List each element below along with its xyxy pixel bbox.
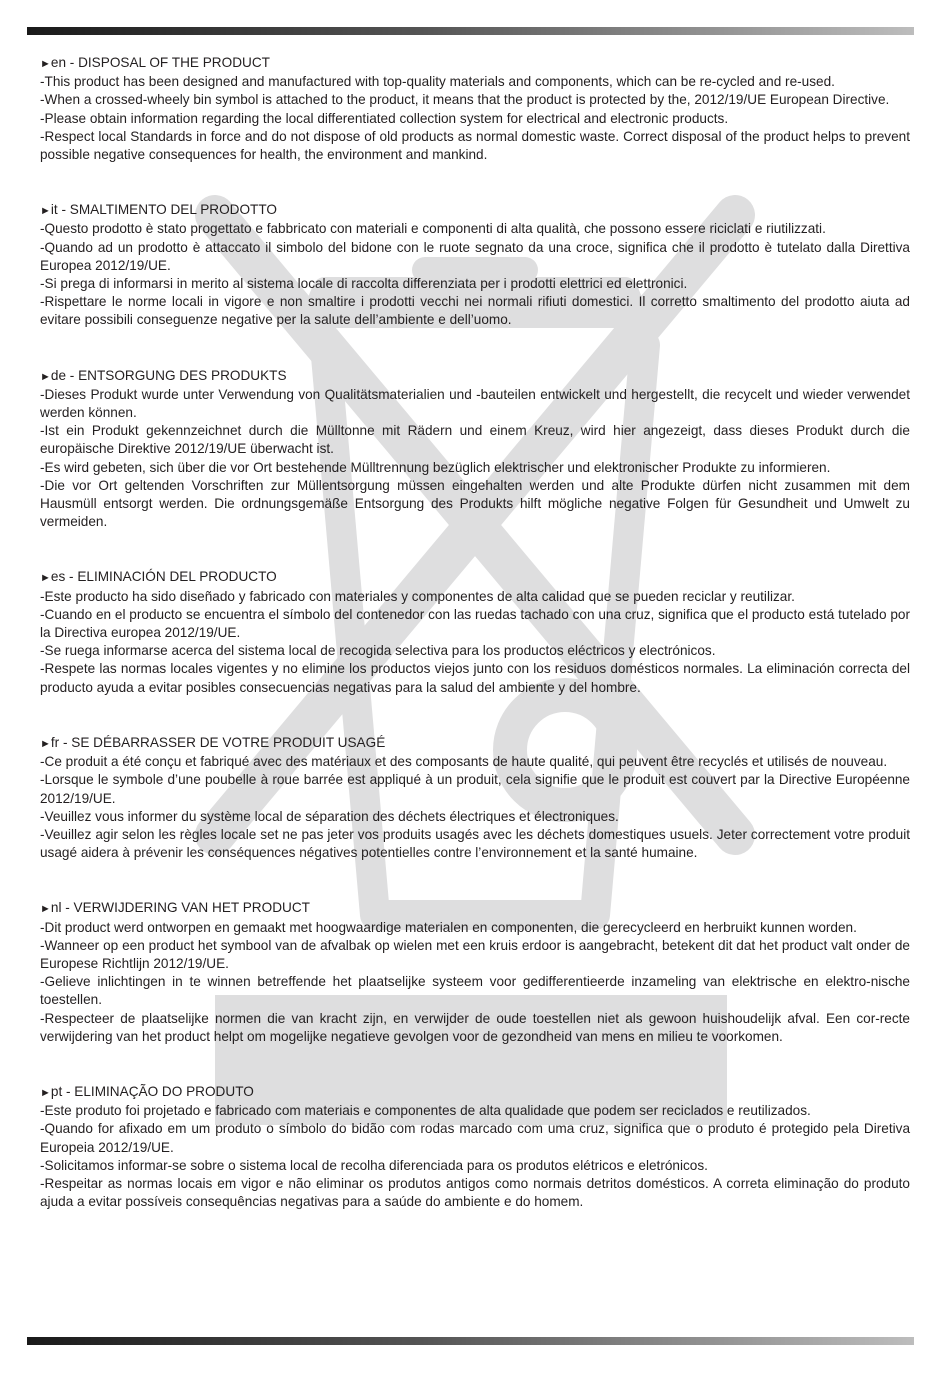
section-en — [40, 54, 910, 164]
paragraph: -Cuando en el producto se encuentra el símbolo del contenedor con las ruedas tachado con una cruz, significa que el producto está tutelado por la Directiva europea 2012/19/UE. — [40, 606, 910, 641]
paragraph: -Este producto ha sido diseñado y fabricado con materiales y componentes de alta calidad que se pueden reciclar y reutilizar. — [40, 588, 795, 604]
paragraph: -Se ruega informarse acerca del sistema local de recogida selectiva para los productos eléctricos y electrónicos. — [40, 643, 716, 659]
paragraph: -Solicitamos informar-se sobre o sistema local de recolha diferenciada para os produtos elétricos e eletrónicos. — [40, 1157, 708, 1173]
section-it — [40, 201, 910, 329]
section-pt — [40, 1083, 910, 1211]
paragraph: -Ist ein Produkt gekennzeichnet durch die Mülltonne mit Rädern und einem Kreuz, wird hier angezeigt, dass dieses Produkt durch die europäische Direktive 2012/19/UE überwacht ist. — [40, 423, 910, 457]
paragraph: -Veuillez agir selon les règles locale set ne pas jeter vos produits usagés avec les déchets domestiques usuels. Jeter correctement votre produit usagé aidera à prévenir les conséquences négatives potentielles contre l’environnement et la santé humaine. — [40, 826, 910, 861]
paragraph: -Gelieve inlichtingen in te winnen betreffende het plaatselijke systeem voor gedifferentieerde inzameling van elektrische en elektro-nische toestellen. — [40, 974, 910, 1008]
paragraph: -When a crossed-wheely bin symbol is attached to the product, it means that the product is protected by the, 2012/19/UE European Directive. — [40, 92, 890, 108]
section-heading: ►nl - VERWIJDERING VAN HET PRODUCT — [40, 900, 310, 916]
paragraph: -Respecteer de plaatselijke normen die van kracht zijn, en verwijder de oude toestellen niet als gewoon huishoudelijk afval. Een cor-recte verwijdering van het product helpt om mogelijke negatieve gevolgen voor de gezondheid van mens en milieu te voorkomen. — [40, 1010, 910, 1044]
section-fr — [40, 734, 910, 862]
pointer-icon: ► — [40, 370, 51, 383]
paragraph: -Please obtain information regarding the local differentiated collection system for electrical and electronic products. — [40, 110, 729, 126]
paragraph: -Si prega di informarsi in merito al sistema locale di raccolta differenziata per i prodotti elettrici ed elettronici. — [40, 276, 688, 292]
section-nl — [40, 899, 910, 1046]
paragraph: -Quando ad un prodotto è attaccato il simbolo del bidone con le ruote segnato da una croce, significa che il prodotto è tutelato dalla Direttiva Europea 2012/19/UE. — [40, 239, 910, 273]
pointer-icon: ► — [40, 737, 51, 750]
section-heading: ►es - ELIMINACIÓN DEL PRODUCTO — [40, 569, 277, 585]
paragraph: -Este produto foi projetado e fabricado com materiais e componentes de alta qualidade que podem ser reciclados e reutilizados. — [40, 1103, 811, 1119]
pointer-icon: ► — [40, 205, 51, 218]
paragraph: -Respete las normas locales vigentes y no elimine los productos viejos junto con los residuos domésticos normales. La eliminación correcta del producto ayuda a evitar posibles consecuencias negativas para la salud del ambiente y del hombre. — [40, 661, 910, 695]
paragraph: -Quando for afixado em um produto o símbolo do bidão com rodas marcado com uma cruz, significa que o produto é protegido pela Diretiva Europeia 2012/19/UE. — [40, 1121, 910, 1155]
paragraph: -Lorsque le symbole d’une poubelle à roue barrée est appliqué à un produit, cela signifie que le produit est couvert par la Directive Européenne 2012/19/UE. — [40, 772, 910, 806]
paragraph: -Rispettare le norme locali in vigore e non smaltire i prodotti vecchi nei normali rifiuti domestici. Il corretto smaltimento del prodotto aiuta ad evitare possibili conseguenze negative per la salute dell’ambiente e dell’uomo. — [40, 294, 910, 328]
pointer-icon: ► — [40, 1086, 51, 1099]
top-rule — [27, 27, 914, 35]
paragraph: -Respeitar as normas locais em vigor e não eliminar os produtos antigos como normais detritos domésticos. A correta eliminação do produto ajuda a evitar possíveis consequências negativas para a saúde do ambiente e do homem. — [40, 1175, 910, 1210]
section-heading: ►pt - ELIMINAÇÃO DO PRODUTO — [40, 1083, 254, 1099]
paragraph: -Dit product werd ontworpen en gemaakt met hoogwaardige materialen en componenten, die gerecycleerd en herbruikt kunnen worden. — [40, 919, 857, 935]
paragraph: -This product has been designed and manufactured with top-quality materials and components, which can be re-cycled and re-used. — [40, 74, 835, 90]
section-de — [40, 367, 910, 532]
paragraph: -Die vor Ort geltenden Vorschriften zur Müllentsorgung müssen eingehalten werden und alte Produkte dürfen nicht zusammen mit dem Hausmüll entsorgt werden. Die ordnungsgemäße Entsorgung des Produkts hilft mögliche negative Folgen für Gesundheit und Umwelt zu vermeiden. — [40, 477, 910, 530]
paragraph: -Ce produit a été conçu et fabriqué avec des matériaux et des composants de haute qualité, qui peuvent être recyclés et utilisés de nouveau. — [40, 754, 888, 770]
disposal-document — [40, 54, 910, 1248]
paragraph: -Dieses Produkt wurde unter Verwendung von Qualitätsmaterialien und -bauteilen entwickelt und hergestellt, die recycelt und wieder verwendet werden können. — [40, 386, 910, 421]
pointer-icon: ► — [40, 58, 51, 70]
section-heading: ►de - ENTSORGUNG DES PRODUKTS — [40, 367, 287, 383]
pointer-icon: ► — [40, 572, 51, 585]
section-heading: ►fr - SE DÉBARRASSER DE VOTRE PRODUIT USAGÉ — [40, 734, 386, 750]
section-es — [40, 568, 910, 696]
paragraph: -Questo prodotto è stato progettato e fabbricato con materiali e componenti di alta qualità, che possono essere riciclati e riutilizzati. — [40, 221, 826, 237]
section-heading: ►it - SMALTIMENTO DEL PRODOTTO — [40, 202, 277, 218]
paragraph: -Veuillez vous informer du système local de séparation des déchets électriques et électroniques. — [40, 808, 619, 824]
paragraph: -Es wird gebeten, sich über die vor Ort bestehende Mülltrennung bezüglich elektrischer und elektronischer Produkte zu informieren. — [40, 459, 831, 475]
paragraph: -Respect local Standards in force and do not dispose of old products as normal domestic waste. Correct disposal of the product helps to prevent possible negative consequences for health, the environment and mankind. — [40, 128, 910, 163]
paragraph: -Wanneer op een product het symbool van de afvalbak op wielen met een kruis erdoor is aangebracht, betekent dit dat het product valt onder de Europese Richtlijn 2012/19/UE. — [40, 937, 910, 971]
section-heading: ►en - DISPOSAL OF THE PRODUCT — [40, 55, 270, 70]
pointer-icon: ► — [40, 903, 51, 916]
bottom-rule — [27, 1337, 914, 1345]
